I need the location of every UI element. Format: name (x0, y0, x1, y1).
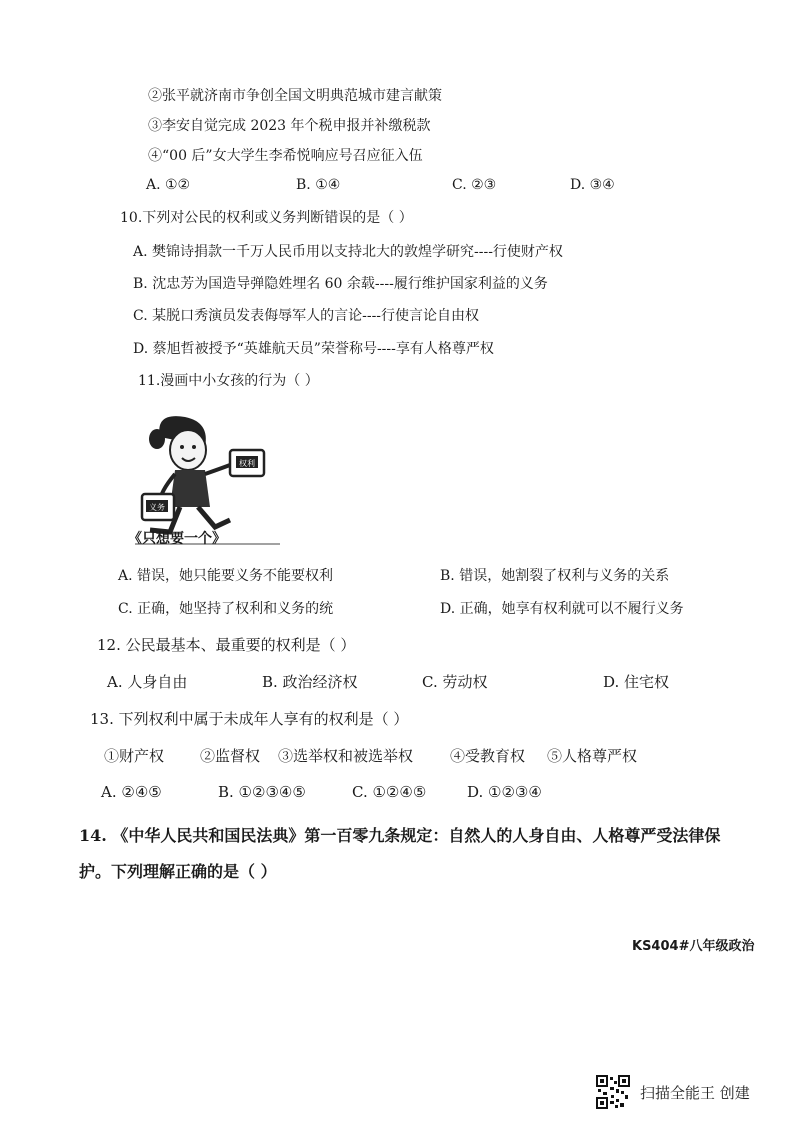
q11-stem: 11.漫画中小女孩的行为（ ） (138, 373, 319, 389)
q13-item-4: ④受教育权 (450, 747, 526, 765)
q13-item-2: ②监督权 (200, 747, 261, 765)
scanner-watermark: 扫描全能王 创建 (640, 1084, 750, 1102)
bag-left-label: 义务 (149, 503, 165, 512)
q13-stem: 13. 下列权利中属于未成年人享有的权利是（ ） (90, 710, 409, 728)
q13-option-d: D. ①②③④ (467, 783, 542, 801)
q12-option-b: B. 政治经济权 (262, 673, 358, 691)
q9-option-a: A. ①② (146, 177, 191, 193)
q13-option-a: A. ②④⑤ (101, 783, 162, 801)
q10-stem: 10.下列对公民的权利或义务判断错误的是（ ） (120, 210, 413, 226)
bag-right-label: 权利 (239, 459, 255, 468)
q10-option-c: C. 某脱口秀演员发表侮辱军人的言论----行使言论自由权 (133, 308, 480, 324)
q9-option-d: D. ③④ (570, 177, 615, 193)
q13-item-3: ③选举权和被选举权 (278, 747, 414, 765)
q9-item-3: ③李安自觉完成 2023 年个税申报并补缴税款 (148, 118, 431, 134)
q10-option-a: A. 樊锦诗捐款一千万人民币用以支持北大的敦煌学研究----行使财产权 (133, 244, 563, 260)
q11-option-b: B. 错误，她割裂了权利与义务的关系 (440, 568, 670, 584)
q12-option-a: A. 人身自由 (107, 673, 188, 691)
q13-item-5: ⑤人格尊严权 (547, 747, 638, 765)
q11-option-c: C. 正确，她坚持了权利和义务的统 (118, 601, 334, 617)
q9-item-2: ②张平就济南市争创全国文明典范城市建言献策 (148, 88, 442, 104)
q10-option-d: D. 蔡旭哲被授予“英雄航天员”荣誉称号----享有人格尊严权 (133, 341, 494, 357)
q12-option-d: D. 住宅权 (603, 673, 670, 691)
cartoon-caption: 《只想要一个》 (128, 531, 226, 547)
q9-item-4: ④“00 后”女大学生李希悦响应号召应征入伍 (148, 148, 423, 164)
q9-option-b: B. ①④ (296, 177, 341, 193)
q10-option-b: B. 沈忠芳为国造导弹隐姓埋名 60 余载----履行维护国家利益的义务 (133, 276, 548, 292)
qr-code-icon (596, 1075, 630, 1109)
q14-line-1: 14. 《中华人民共和国民法典》第一百零九条规定：自然人的人身自由、人格尊严受法律保 (79, 826, 721, 845)
q14-line-2: 护。下列理解正确的是（ ） (79, 862, 277, 881)
q9-option-c: C. ②③ (452, 177, 497, 193)
q12-option-c: C. 劳动权 (422, 673, 488, 691)
q13-option-b: B. ①②③④⑤ (218, 783, 306, 801)
q13-item-1: ①财产权 (104, 747, 165, 765)
exam-code: KS404#八年级政治 (632, 939, 755, 954)
q11-option-a: A. 错误，她只能要义务不能要权利 (118, 568, 334, 584)
q12-stem: 12. 公民最基本、最重要的权利是（ ） (97, 636, 356, 654)
q13-option-c: C. ①②④⑤ (352, 783, 427, 801)
q11-option-d: D. 正确，她享有权利就可以不履行义务 (440, 601, 684, 617)
